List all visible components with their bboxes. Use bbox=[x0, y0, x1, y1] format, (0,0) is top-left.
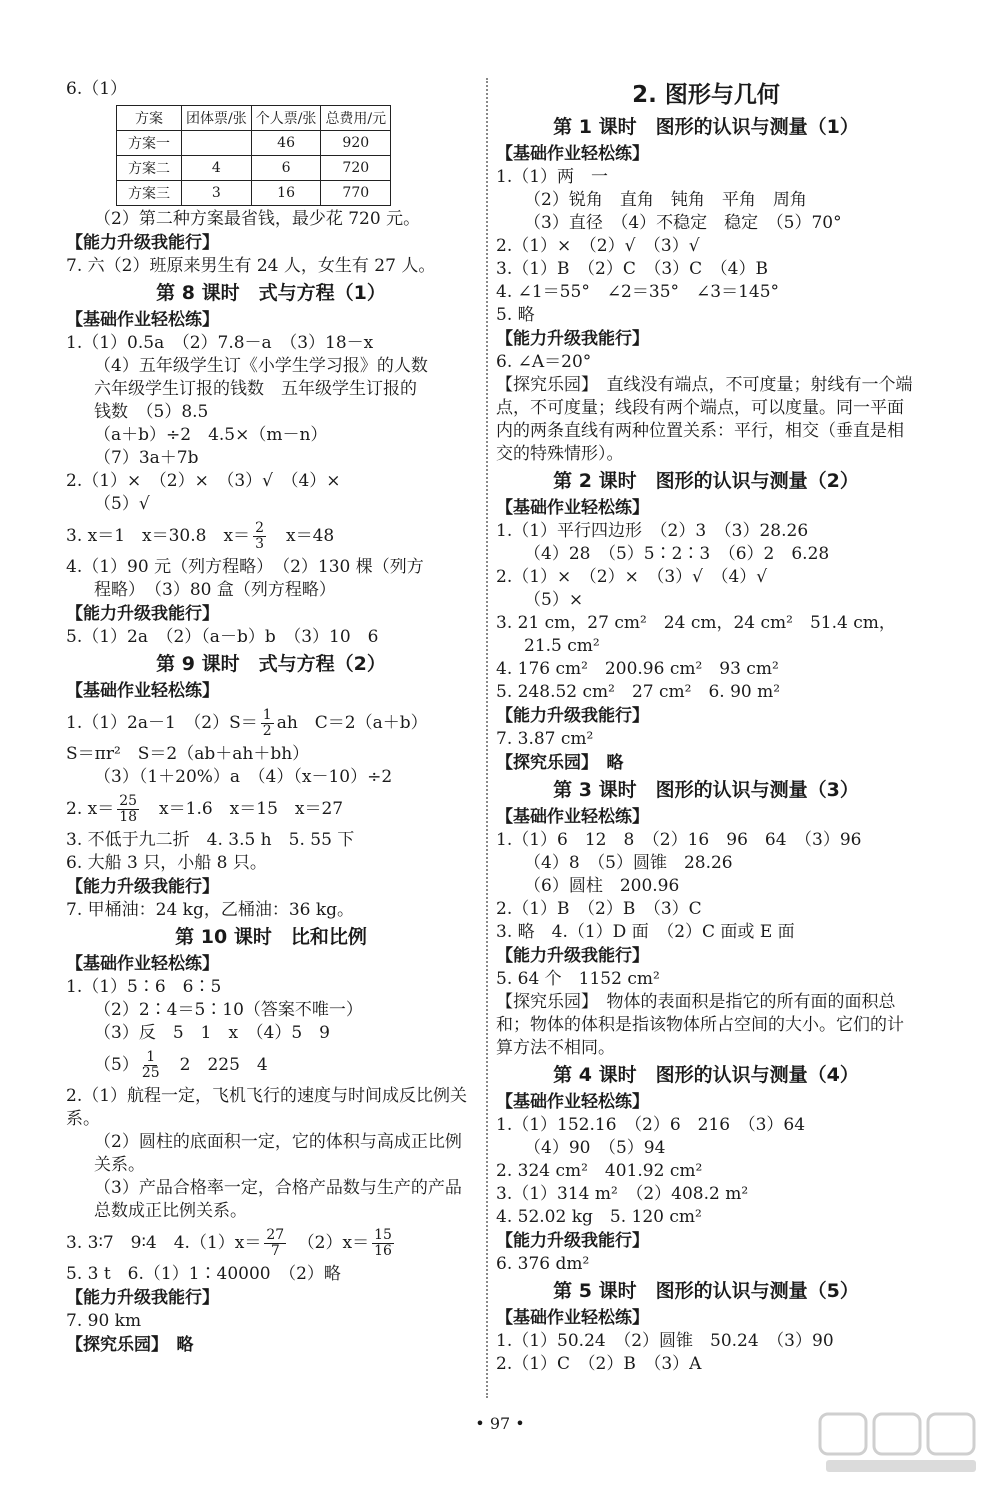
answer-line: 1.（1）0.5a （2）7.8－a （3）18－x bbox=[66, 333, 374, 353]
answer-line: （3）产品合格率一定，合格产品数与生产的产品总数成正比例关系。 bbox=[94, 1178, 462, 1221]
answer-line: 2. 324 cm² 401.92 cm² bbox=[496, 1161, 703, 1181]
section-heading: 【能力升级我能行】 bbox=[66, 1288, 219, 1308]
answer-text: 1.（1）2a－1 （2）S＝ bbox=[66, 713, 258, 733]
table-header-cell: 总费用/元 bbox=[321, 106, 391, 131]
table-header-cell: 个人票/张 bbox=[251, 106, 321, 131]
answer-line: 2.（1）× （2）× （3）√ （4）× bbox=[66, 471, 341, 491]
section-heading: 【基础作业轻松练】 bbox=[66, 954, 219, 974]
answer-line: 5. 3 t 6.（1）1∶40000 （2）略 bbox=[66, 1264, 341, 1284]
answer-line: 1.（1）152.16 （2）6 216 （3）64 bbox=[496, 1115, 806, 1135]
fraction bbox=[253, 521, 266, 552]
answer-line: 4. 52.02 kg 5. 120 cm² bbox=[496, 1207, 702, 1227]
answer-line: （2）锐角 直角 钝角 平角 周角 bbox=[524, 190, 807, 210]
fraction-denominator: 25 bbox=[141, 1065, 160, 1081]
table-row bbox=[117, 181, 391, 206]
section-heading: 【基础作业轻松练】 bbox=[66, 681, 219, 701]
answer-line: 3.（1）B （2）C （3）C （4）B bbox=[496, 259, 768, 279]
fraction-numerator: 15 bbox=[374, 1227, 392, 1243]
answer-line: （3）反 5 1 x （4）5 9 bbox=[94, 1023, 330, 1043]
answer-line: 4. 176 cm² 200.96 cm² 93 cm² bbox=[496, 659, 779, 679]
section-heading: 【基础作业轻松练】 bbox=[496, 498, 649, 518]
answer-line: 3. 略 4.（1）D 面 （2）C 面或 E 面 bbox=[496, 922, 795, 942]
answer-line: （4）8 （5）圆锥 28.26 bbox=[524, 853, 733, 873]
answer-text: 3. 3∶7 9∶4 4.（1）x＝ bbox=[66, 1233, 262, 1253]
answer-line: （4）28 （5）5∶2∶3 （6）2 6.28 bbox=[524, 544, 830, 564]
fraction-denominator: 18 bbox=[119, 809, 138, 825]
answer-line: 7. 甲桶油：24 kg，乙桶油：36 kg。 bbox=[66, 900, 355, 920]
answer-line: 【探究乐园】 物体的表面积是指它的所有面的面积总和；物体的体积是指该物体所占空间的大小。它们的计算方法不相同。 bbox=[496, 992, 904, 1058]
chapter-title: 2. 图形与几何 bbox=[632, 82, 780, 108]
answer-line: 7. 3.87 cm² bbox=[496, 729, 594, 749]
answer-line: （4）五年级学生订《小学生学习报》的人数 bbox=[94, 356, 428, 376]
table-cell: 3 bbox=[182, 181, 252, 206]
answer-line: 1.（1）5∶6 6∶5 bbox=[66, 977, 222, 997]
table-header-cell: 方案 bbox=[117, 106, 182, 131]
lesson-title: 第 3 课时 图形的认识与测量（3） bbox=[553, 779, 859, 801]
answer-line: 1.（1）6 12 8 （2）16 96 64 （3）96 bbox=[496, 830, 862, 850]
table-cell: 6 bbox=[251, 156, 321, 181]
section-heading: 【基础作业轻松练】 bbox=[496, 144, 649, 164]
table-cell: 方案一 bbox=[117, 131, 182, 156]
table-header-cell: 团体票/张 bbox=[182, 106, 252, 131]
answer-line: 2.（1）× （2）√ （3）√ bbox=[496, 236, 700, 256]
table-cell: 920 bbox=[321, 131, 391, 156]
section-heading: 【基础作业轻松练】 bbox=[66, 310, 219, 330]
answer-line: （2）圆柱的底面积一定，它的体积与高成正比例关系。 bbox=[94, 1132, 462, 1175]
answer-text: 2 225 4 bbox=[162, 1055, 268, 1075]
section-heading: 【能力升级我能行】 bbox=[496, 1231, 649, 1251]
answer-line: 2.（1）× （2）× （3）√ （4）√ bbox=[496, 567, 768, 587]
table-row bbox=[117, 156, 391, 181]
section-heading: 【能力升级我能行】 bbox=[496, 329, 649, 349]
table-cell bbox=[182, 131, 252, 156]
section-heading: 【能力升级我能行】 bbox=[496, 946, 649, 966]
section-heading: 【能力升级我能行】 bbox=[66, 604, 219, 624]
fraction-denominator: 3 bbox=[255, 536, 264, 552]
answer-line: 2.（1）航程一定，飞机飞行的速度与时间成反比例关系。 bbox=[66, 1086, 468, 1129]
table-cell: 16 bbox=[251, 181, 321, 206]
answer-line: （2）第二种方案最省钱，最少花 720 元。 bbox=[94, 209, 421, 229]
answer-line: S＝πr² S＝2（ab＋ah＋bh） bbox=[66, 744, 310, 764]
answer-line: 2.（1）B （2）B （3）C bbox=[496, 899, 702, 919]
left-column bbox=[66, 78, 476, 1357]
answer-line: 4.（1）90 元（列方程略） （2）130 棵（列方 bbox=[66, 557, 424, 577]
answer-text: 2. x＝ bbox=[66, 799, 115, 819]
section-heading: 【基础作业轻松练】 bbox=[496, 807, 649, 827]
answer-text: （5） bbox=[94, 1055, 139, 1075]
answer-line: 程略） （3）80 盒（列方程略） bbox=[94, 580, 336, 600]
fraction-numerator: 27 bbox=[266, 1227, 285, 1243]
answer-line: （a＋b）÷2 4.5×（m－n） bbox=[94, 425, 328, 445]
answer-line: 7. 90 km bbox=[66, 1311, 142, 1331]
fraction bbox=[142, 1050, 160, 1081]
answer-line: 钱数 （5）8.5 bbox=[94, 402, 209, 422]
answer-line: 3.（1）314 m² （2）408.2 m² bbox=[496, 1184, 749, 1204]
answer-line-fraction bbox=[66, 1223, 476, 1263]
answer-line-fraction bbox=[66, 516, 476, 556]
answer-text: ah C＝2（a＋b） bbox=[276, 713, 428, 733]
answer-text: x＝1.6 x＝15 x＝27 bbox=[142, 799, 344, 819]
answer-line: （5）× bbox=[524, 590, 584, 610]
table-row bbox=[117, 131, 391, 156]
answer-line: 5.（1）2a （2）（a－b）b （3）10 6 bbox=[66, 627, 379, 647]
answer-text: 3. x＝1 x＝30.8 x＝ bbox=[66, 526, 251, 546]
answer-line: 1.（1）平行四边形 （2）3 （3）28.26 bbox=[496, 521, 809, 541]
fraction bbox=[261, 708, 274, 739]
lesson-title: 第 2 课时 图形的认识与测量（2） bbox=[553, 470, 859, 492]
answer-line: （2）2∶4＝5∶10（答案不唯一） bbox=[94, 1000, 363, 1020]
fraction-denominator: 16 bbox=[374, 1243, 392, 1259]
answer-line: （5）√ bbox=[94, 494, 150, 514]
page-number: • 97 • bbox=[475, 1414, 525, 1433]
fraction bbox=[264, 1228, 286, 1259]
answer-line: 2.（1）C （2）B （3）A bbox=[496, 1354, 702, 1374]
section-heading: 【基础作业轻松练】 bbox=[496, 1308, 649, 1328]
lesson-title: 第 4 课时 图形的认识与测量（4） bbox=[553, 1064, 859, 1086]
section-heading: 【能力升级我能行】 bbox=[66, 877, 219, 897]
lesson-title: 第 10 课时 比和比例 bbox=[175, 926, 367, 948]
lesson-title: 第 1 课时 图形的认识与测量（1） bbox=[553, 116, 859, 138]
table-cell: 方案二 bbox=[117, 156, 182, 181]
answer-line: 5. 248.52 cm² 27 cm² 6. 90 m² bbox=[496, 682, 781, 702]
fraction-numerator: 25 bbox=[119, 793, 138, 809]
answer-line: 6. ∠A＝20° bbox=[496, 352, 592, 372]
answer-line-fraction bbox=[66, 703, 476, 743]
answer-line: （3）（1＋20%）a （4）（x－10）÷2 bbox=[94, 767, 393, 787]
fraction-numerator: 2 bbox=[255, 520, 264, 536]
answer-line: 【探究乐园】 直线没有端点，不可度量；射线有一个端点，不可度量；线段有两个端点，可以度量。同一平面内的两条直线有两种位置关系：平行，相交（垂直是相交的特殊情形）。 bbox=[496, 375, 913, 464]
lesson-title: 第 8 课时 式与方程（1） bbox=[156, 282, 386, 304]
answer-line: 6. 大船 3 只，小船 8 只。 bbox=[66, 853, 267, 873]
answer-text: （2）x＝ bbox=[289, 1233, 370, 1253]
plan-table bbox=[116, 105, 391, 206]
table-header-row bbox=[117, 106, 391, 131]
table-cell: 4 bbox=[182, 156, 252, 181]
answer-line-fraction bbox=[66, 1045, 476, 1085]
section-heading: 【基础作业轻松练】 bbox=[496, 1092, 649, 1112]
fraction-denominator: 7 bbox=[270, 1243, 280, 1259]
answer-line: （4）90 （5）94 bbox=[524, 1138, 666, 1158]
table-cell: 770 bbox=[321, 181, 391, 206]
table-cell: 46 bbox=[251, 131, 321, 156]
table-cell: 720 bbox=[321, 156, 391, 181]
answer-line: （3）直径 （4）不稳定 稳定 （5）70° bbox=[524, 213, 842, 233]
section-heading: 【能力升级我能行】 bbox=[496, 706, 649, 726]
answer-line: 4. ∠1＝55° ∠2＝35° ∠3＝145° bbox=[496, 282, 780, 302]
answer-line: 3. 21 cm，27 cm² 24 cm，24 cm² 51.4 cm， bbox=[496, 613, 896, 633]
answer-line: （6）圆柱 200.96 bbox=[524, 876, 680, 896]
column-divider bbox=[486, 78, 488, 1398]
section-heading: 【探究乐园】 略 bbox=[496, 753, 624, 773]
fraction-numerator: 1 bbox=[262, 707, 272, 723]
lesson-title: 第 9 课时 式与方程（2） bbox=[156, 653, 386, 675]
answer-line: 1.（1）两 一 bbox=[496, 167, 609, 187]
answer-line: 6.（1） bbox=[66, 79, 128, 99]
answer-line: 5. 64 个 1152 cm² bbox=[496, 969, 660, 989]
watermark-logo bbox=[816, 1408, 986, 1478]
answer-text: x＝48 bbox=[268, 526, 335, 546]
right-column bbox=[496, 78, 916, 1376]
answer-line: 6. 376 dm² bbox=[496, 1254, 590, 1274]
section-heading: 【探究乐园】 略 bbox=[66, 1335, 194, 1355]
answer-line-fraction bbox=[66, 789, 476, 829]
fraction bbox=[372, 1228, 394, 1259]
table-cell: 方案三 bbox=[117, 181, 182, 206]
answer-line: （7）3a＋7b bbox=[94, 448, 199, 468]
answer-line: 21.5 cm² bbox=[524, 636, 600, 656]
answer-line: 3. 不低于九二折 4. 3.5 h 5. 55 下 bbox=[66, 830, 355, 850]
section-heading: 【能力升级我能行】 bbox=[66, 233, 219, 253]
answer-line: 5. 略 bbox=[496, 305, 535, 325]
answer-line: 1.（1）50.24 （2）圆锥 50.24 （3）90 bbox=[496, 1331, 834, 1351]
lesson-title: 第 5 课时 图形的认识与测量（5） bbox=[553, 1280, 859, 1302]
answer-line: 六年级学生订报的钱数 五年级学生订报的 bbox=[94, 379, 417, 399]
answer-line: 7. 六（2）班原来男生有 24 人，女生有 27 人。 bbox=[66, 256, 436, 276]
fraction bbox=[117, 794, 139, 825]
fraction-numerator: 1 bbox=[146, 1049, 156, 1065]
fraction-denominator: 2 bbox=[262, 723, 272, 739]
